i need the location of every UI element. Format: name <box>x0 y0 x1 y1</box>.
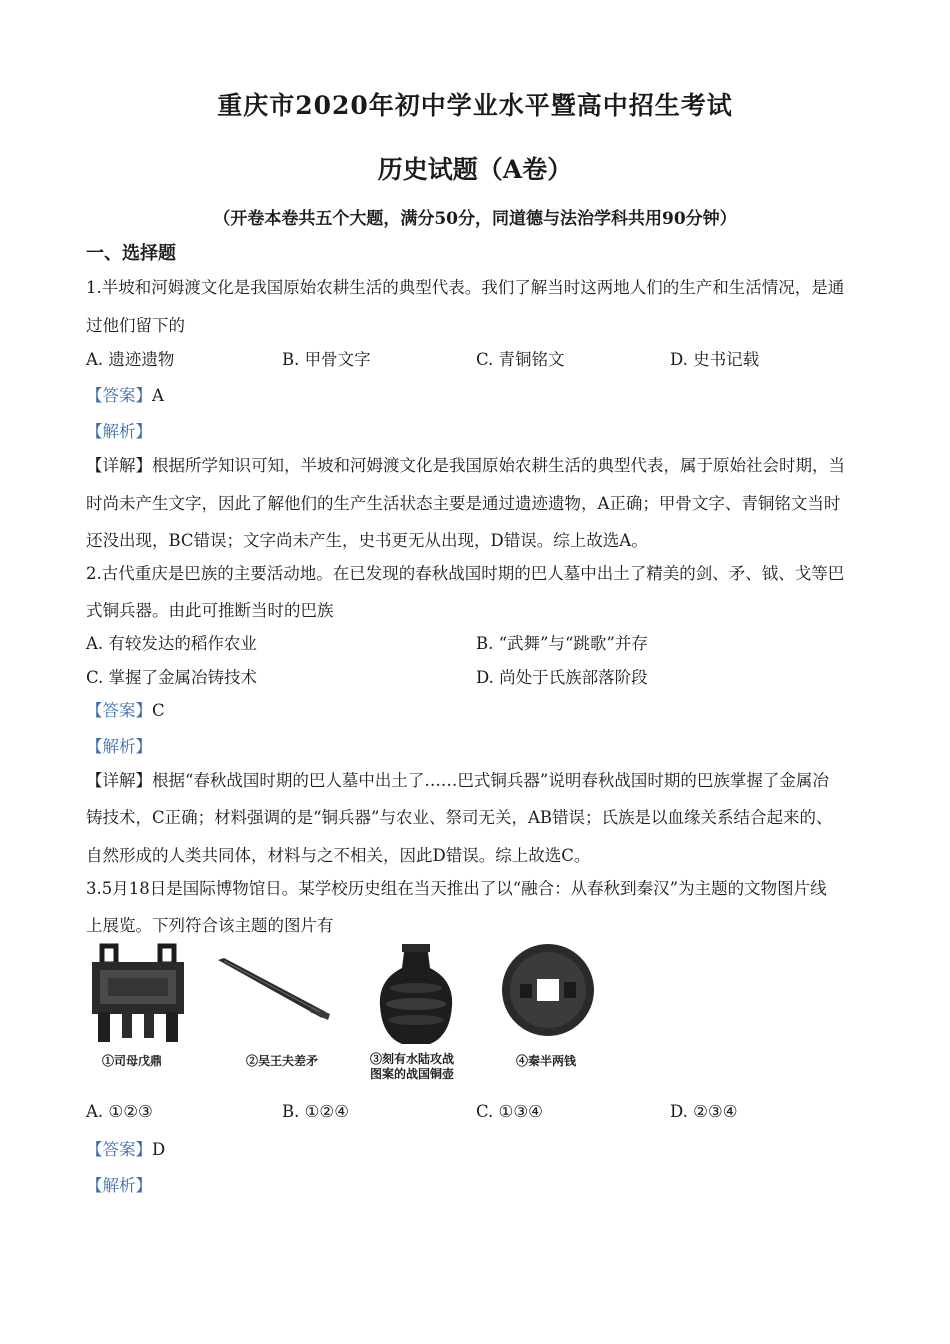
q2-stem-line2: 式铜兵器。由此可推断当时的巴族 <box>86 601 334 620</box>
q2-answer <box>86 697 165 721</box>
q3-answer <box>86 1136 165 1160</box>
q3-stem-line1: 3.5月18日是国际博物馆日。某学校历史组在当天推出了以“融合：从春秋到秦汉”为主题的文物图片线 <box>86 879 827 898</box>
q1-detail-line3: 还没出现，BC错误；文字尚未产生，史书更无从出现，D错误。综上故选A。 <box>86 531 648 550</box>
q2-option-b: B. “武舞”与“跳歌”并存 <box>476 634 648 653</box>
q3-option-d: D. ②③④ <box>670 1102 738 1121</box>
q2-analysis-tag: 【解析】 <box>86 737 152 756</box>
answer-tag: 【答案】 <box>86 701 152 720</box>
exam-title: 重庆市2020年初中学业水平暨高中招生考试 <box>217 91 733 120</box>
q1-detail-text: 根据所学知识可知，半坡和河姆渡文化是我国原始农耕生活的典型代表，属于原始社会时期，当 <box>152 456 845 475</box>
q1-analysis-tag: 【解析】 <box>86 422 152 441</box>
q2-option-d: D. 尚处于氏族部落阶段 <box>476 668 648 687</box>
exam-subtitle: 历史试题（A卷） <box>377 155 573 184</box>
q2-detail-line2: 铸技术，C正确；材料强调的是“铜兵器”与农业、祭司无关，AB错误；氏族是以血缘关系结合起来的、 <box>86 808 833 827</box>
q2-detail-line1 <box>86 767 829 791</box>
q3-option-c: C. ①③④ <box>476 1102 543 1121</box>
exam-note: （开卷本卷共五个大题，满分50分，同道德与法治学科共用90分钟） <box>213 209 737 229</box>
answer-tag: 【答案】 <box>86 386 152 405</box>
detail-tag: 【详解】 <box>86 771 152 790</box>
detail-tag: 【详解】 <box>86 456 152 475</box>
q1-option-a: A. 遗迹遗物 <box>86 350 175 369</box>
answer-tag: 【答案】 <box>86 1140 152 1159</box>
ding-cauldron-image <box>86 942 190 1044</box>
caption-pot-line2: 图案的战国铜壶 <box>370 1067 455 1081</box>
q3-answer-value: D <box>152 1140 166 1159</box>
caption-pot-line1: ③刻有水陆攻战 <box>370 1052 455 1066</box>
q1-option-d: D. 史书记载 <box>670 350 760 369</box>
q1-stem-line2: 过他们留下的 <box>86 316 185 335</box>
spear-image <box>214 954 334 1024</box>
artifact-figures <box>86 940 786 1090</box>
q3-option-b: B. ①②④ <box>282 1102 349 1121</box>
bronze-pot-image <box>376 940 456 1048</box>
q2-detail-line3: 自然形成的人类共同体，材料与之不相关，因此D错误。综上故选C。 <box>86 846 591 865</box>
ban-liang-coin-image <box>498 940 598 1040</box>
q1-stem-line1: 1.半坡和河姆渡文化是我国原始农耕生活的典型代表。我们了解当时这两地人们的生产和生活情况，是通 <box>86 278 845 297</box>
q2-answer-value: C <box>152 701 165 720</box>
q3-stem-line2: 上展览。下列符合该主题的图片有 <box>86 916 334 935</box>
section-heading: 一、选择题 <box>86 243 176 264</box>
caption-coin: ④秦半两钱 <box>516 1054 577 1068</box>
q1-option-b: B. 甲骨文字 <box>282 350 371 369</box>
q2-detail-text: 根据“春秋战国时期的巴人墓中出土了……巴式铜兵器”说明春秋战国时期的巴族掌握了金属冶 <box>152 771 829 790</box>
caption-spear: ②吴王夫差矛 <box>246 1054 319 1068</box>
caption-ding: ①司母戊鼎 <box>102 1054 163 1068</box>
q2-option-a: A. 有较发达的稻作农业 <box>86 634 257 653</box>
q2-stem-line1: 2.古代重庆是巴族的主要活动地。在已发现的春秋战国时期的巴人墓中出土了精美的剑、矛、钺、戈等巴 <box>86 564 845 583</box>
q3-option-a: A. ①②③ <box>86 1102 153 1121</box>
q2-option-c: C. 掌握了金属冶铸技术 <box>86 668 258 687</box>
q1-option-c: C. 青铜铭文 <box>476 350 565 369</box>
q1-answer-value: A <box>152 386 164 405</box>
q1-detail-line2: 时尚未产生文字，因此了解他们的生产生活状态主要是通过遗迹遗物，A正确；甲骨文字、青铜铭文当时 <box>86 494 841 513</box>
q3-analysis-tag: 【解析】 <box>86 1176 152 1195</box>
q1-answer <box>86 382 164 406</box>
q1-detail-line1 <box>86 452 845 476</box>
